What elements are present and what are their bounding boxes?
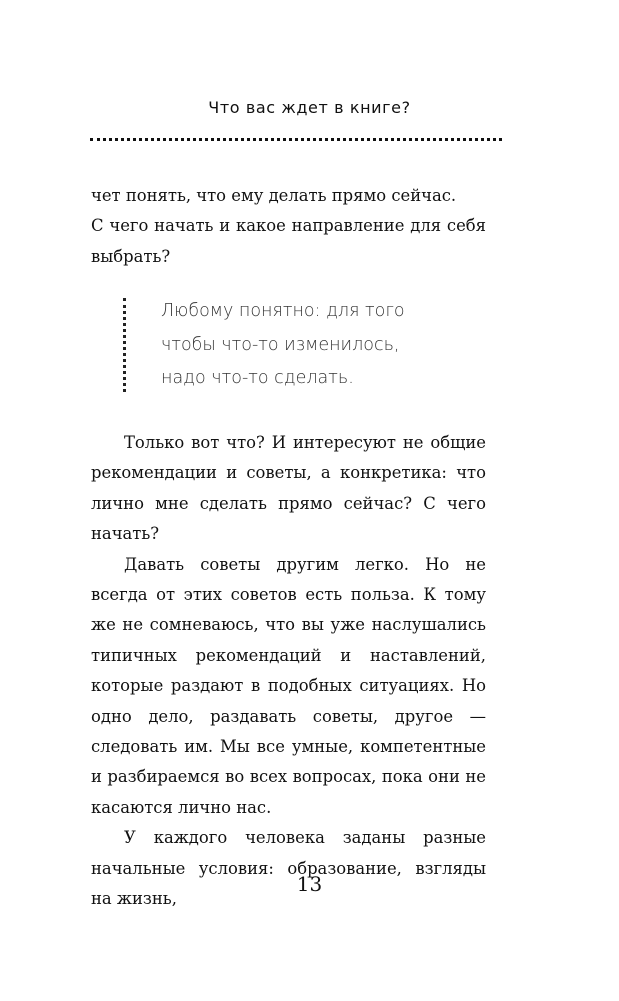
paragraph-fragment: С чего начать и какое направление для себя выбрать? (91, 216, 486, 266)
page-number: 13 (296, 872, 323, 896)
main-text-block (91, 428, 486, 915)
pull-quote (123, 298, 466, 392)
paragraph: Только вот что? И интересуют не общие рекомендации и советы, а конкретика: что лично мне сделать прямо сейчас? С чего начать? (91, 433, 486, 544)
paragraph: У каждого человека заданы разные начальные условия: образование, взгляды на жизнь, (91, 828, 486, 909)
dotted-header-rule (90, 138, 502, 141)
paragraph: Давать советы другим легко. Но не всегда от этих советов есть польза. К тому же не сомневаюсь, что вы уже наслушались типичных рекомендаций и наставлений, которые раздают в подобных ситуациях. Но одно дело, раздавать советы, другое — следовать им. Мы все умные, компетентные и разбираемся во всех вопросах, пока они не касаются лично нас. (91, 554, 486, 817)
continued-line: чет понять, что ему делать прямо сейчас. (91, 186, 457, 205)
pull-quote-line: надо что-то сделать. (161, 368, 354, 388)
top-text-block (91, 181, 486, 272)
running-header: Что вас ждет в книге? (208, 98, 411, 117)
pull-quote-line: Любому понятно: для того (161, 301, 405, 321)
pull-quote-text (161, 295, 405, 396)
pull-quote-line: чтобы что-то изменилось, (161, 334, 400, 355)
